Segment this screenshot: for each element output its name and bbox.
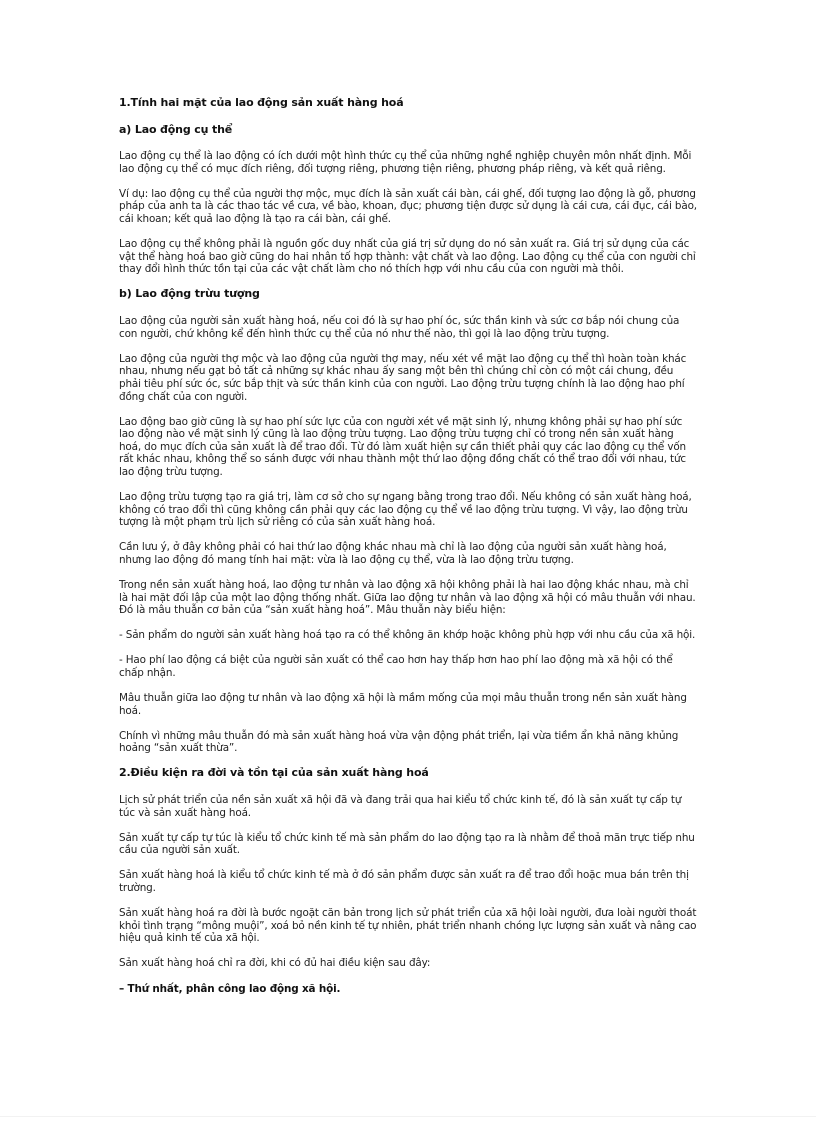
paragraph: Lao động trừu tượng tạo ra giá trị, làm cơ sở cho sự ngang bằng trong trao đổi. Nếu không có sản xuất hàng hoá, không có trao đổi thì cũng không cần phải quy các lao động cụ thể về lao động trừu tượng. Vì vậy, lao động trừu tượng là một phạm trù lịch sử riêng có của sản xuất hàng hoá. [119, 491, 692, 529]
paragraph: Sản xuất tự cấp tự túc là kiểu tổ chức kinh tế mà sản phẩm do lao động tạo ra là nhằm để thoả mãn trực tiếp nhu cầu của người sản xuất. [119, 831, 695, 857]
paragraph: Mâu thuẫn giữa lao động tư nhân và lao động xã hội là mầm mống của mọi mâu thuẫn trong nền sản xuất hàng hoá. [119, 692, 687, 717]
paragraph: Trong nền sản xuất hàng hoá, lao động tư nhân và lao động xã hội không phải là hai lao động khác nhau, mà chỉ là hai mặt đối lập của một lao động thống nhất. Giữa lao động tư nhân và lao động xã hội có mâu thuẫn với nhau. Đó là mâu thuẫn cơ bản của “sản xuất hàng hoá”. Mâu thuẫn này biểu hiện: [119, 579, 696, 617]
section-1-title: 1.Tính hai mặt của lao động sản xuất hàng hoá [119, 96, 404, 109]
subsection-b-title: b) Lao động trừu tượng [119, 287, 260, 301]
paragraph: Sản xuất hàng hoá là kiểu tổ chức kinh tế mà ở đó sản phẩm được sản xuất ra để trao đổi hoặc mua bán trên thị trường. [119, 869, 689, 895]
paragraph: Lao động bao giờ cũng là sự hao phí sức lực của con người xét về mặt sinh lý, nhưng không phải sự hao phí sức lao động nào về mặt sinh lý cũng là lao động trừu tượng. Lao động trừu tượng chỉ có trong nền sản xuất hàng hoá, do mục đích của sản xuất là để trao đổi. Từ đó làm xuất hiện sự cần thiết phải quy các lao động cụ thể vốn rất khác nhau, không thể so sánh được với nhau thành một thứ lao động đồng chất có thể trao đổi với nhau, tức lao động trừu tượng. [119, 415, 686, 478]
paragraph: Lao động cụ thể là lao động có ích dưới một hình thức cụ thể của những nghề nghiệp chuyên môn nhất định. Mỗi lao động cụ thể có mục đích riêng, đối tượng riêng, phương tiện riêng, phương pháp riêng, và kết quả riêng. [119, 150, 692, 175]
paragraph: Lao động của người sản xuất hàng hoá, nếu coi đó là sự hao phí óc, sức thần kinh và sức cơ bắp nói chung của con người, chứ không kể đến hình thức cụ thể của nó như thế nào, thì gọi là lao động trừu tượng. [119, 315, 680, 340]
paragraph: Sản xuất hàng hoá chỉ ra đời, khi có đủ hai điều kiện sau đây: [119, 957, 431, 970]
section-2-title: 2.Điều kiện ra đời và tồn tại của sản xuất hàng hoá [119, 766, 429, 780]
page-bottom-divider [0, 1116, 816, 1117]
bold-paragraph: – Thứ nhất, phân công lao động xã hội. [119, 982, 341, 995]
paragraph: Lịch sử phát triển của nền sản xuất xã hội đã và đang trải qua hai kiểu tổ chức kinh tế, đó là sản xuất tự cấp tự túc và sản xuất hàng hoá. [119, 794, 682, 819]
paragraph: Chính vì những mâu thuẫn đó mà sản xuất hàng hoá vừa vận động phát triển, lại vừa tiềm ẩn khả năng khủng hoảng “sản xuất thừa”. [119, 729, 679, 755]
paragraph: Lao động cụ thể không phải là nguồn gốc duy nhất của giá trị sử dụng do nó sản xuất ra. Giá trị sử dụng của các vật thể hàng hoá bao giờ cũng do hai nhân tố hợp thành: vật chất và lao động. Lao động cụ thể của con người chỉ thay đổi hình thức tồn tại của các vật chất làm cho nó thích hợp với nhu cầu của con người mà thôi. [119, 238, 696, 276]
paragraph: Cần lưu ý, ở đây không phải có hai thứ lao động khác nhau mà chỉ là lao động của người sản xuất hàng hoá, nhưng lao động đó mang tính hai mặt: vừa là lao động cụ thể, vừa là lao động trừu tượng. [119, 541, 667, 566]
document-page [119, 97, 697, 1008]
paragraph: Lao động của người thợ mộc và lao động của người thợ may, nếu xét về mặt lao động cụ thể thì hoàn toàn khác nhau, nhưng nếu gạt bỏ tất cả những sự khác nhau ấy sang một bên thì chúng chỉ còn có một cái chung, đều phải tiêu phí sức óc, sức bắp thịt và sức thần kinh của con người. Lao động trừu tượng chính là lao động hao phí đồng chất của con người. [119, 352, 687, 403]
bullet-paragraph: - Sản phẩm do người sản xuất hàng hoá tạo ra có thể không ăn khớp hoặc không phù hợp với nhu cầu của xã hội. [119, 629, 696, 642]
subsection-a-title: a) Lao động cụ thể [119, 122, 233, 136]
paragraph: Sản xuất hàng hoá ra đời là bước ngoặt căn bản trong lịch sử phát triển của xã hội loài người, đưa loài người thoát khỏi tình trạng “mông muội”, xoá bỏ nền kinh tế tự nhiên, phát triển nhanh chóng lực lượng sản xuất và nâng cao hiệu quả kinh tế của xã hội. [119, 907, 697, 945]
bullet-paragraph: - Hao phí lao động cá biệt của người sản xuất có thể cao hơn hay thấp hơn hao phí lao động mà xã hội có thể chấp nhận. [119, 654, 673, 679]
paragraph: Ví dụ: lao động cụ thể của người thợ mộc, mục đích là sản xuất cái bàn, cái ghế, đối tượng lao động là gỗ, phương pháp của anh ta là các thao tác về cưa, về bào, khoan, đục; phương tiện được sử dụng là cái cưa, cái đục, cái bào, cái khoan; kết quả lao động là tạo ra cái bàn, cái ghế. [119, 187, 697, 226]
